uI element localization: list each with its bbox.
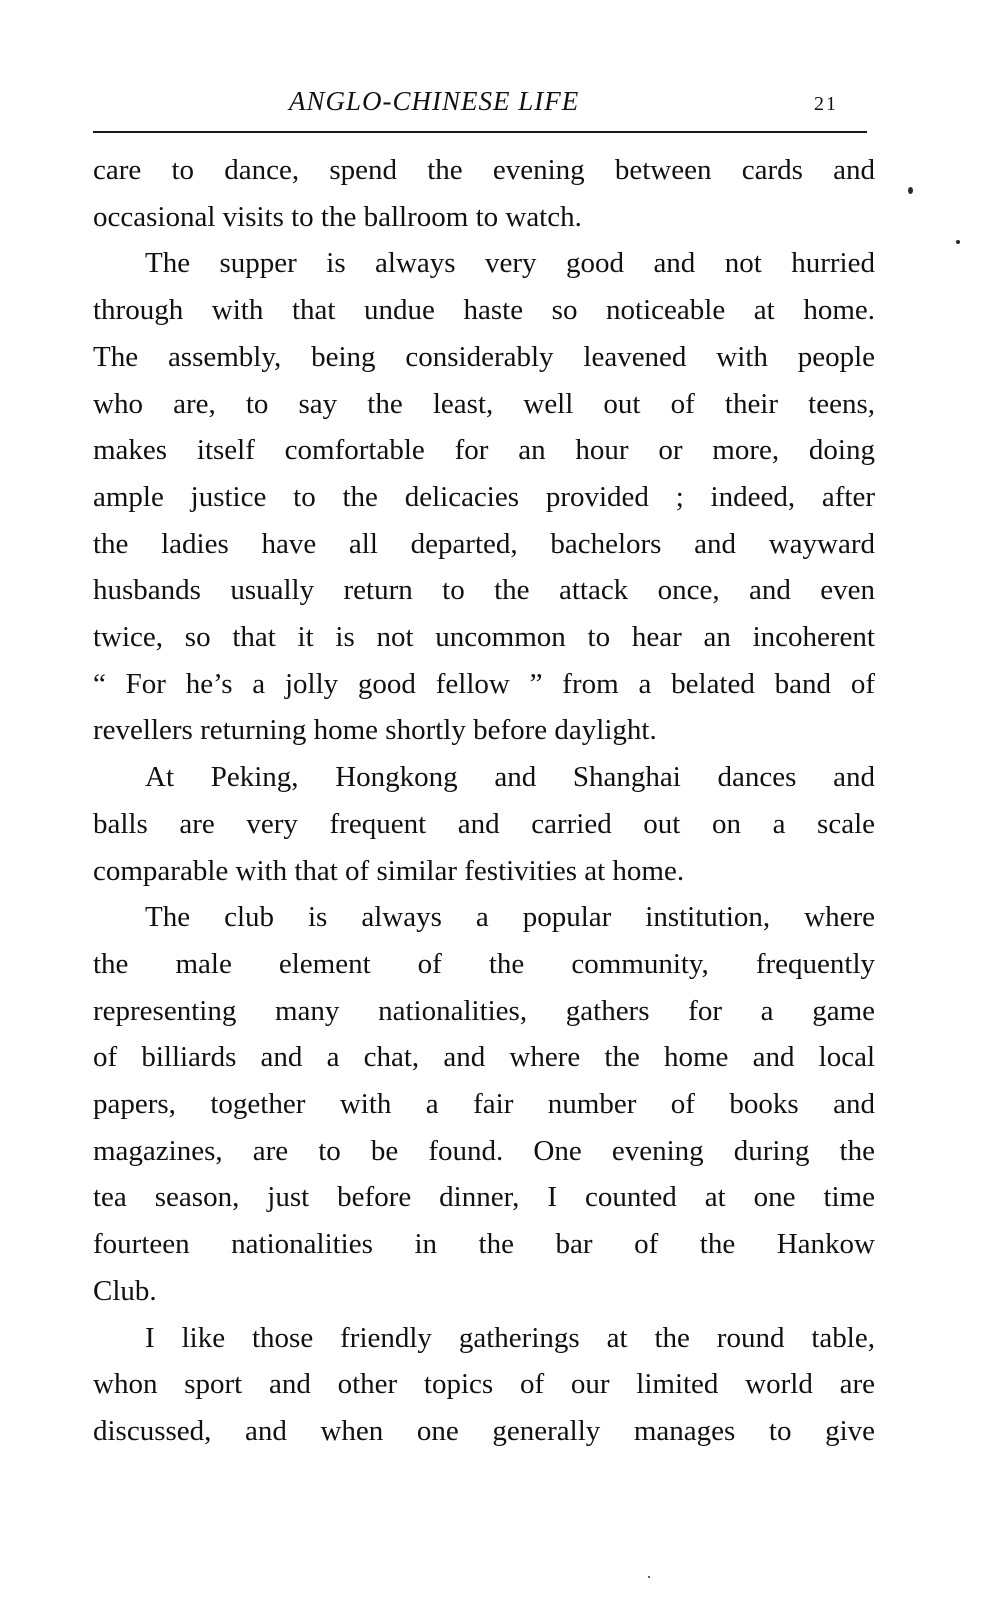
text-line: care to dance, spend the evening between cards and xyxy=(93,154,875,186)
text-line: comparable with that of similar festivities at home. xyxy=(93,854,685,887)
text-line: twice, so that it is not uncommon to hear an incoherent xyxy=(93,621,875,654)
text-line: who are, to say the least, well out of their teens, xyxy=(93,387,875,420)
ink-speck xyxy=(908,187,913,194)
text-line: representing many nationalities, gathers for a game xyxy=(93,994,875,1027)
text-line: makes itself comfortable for an hour or more, doing xyxy=(93,434,875,467)
text-line: The supper is always very good and not hurried xyxy=(145,247,875,280)
running-title: ANGLO-CHINESE LIFE xyxy=(289,86,580,116)
text-line: tea season, just before dinner, I counted at one time xyxy=(93,1181,875,1214)
text-line: whon sport and other topics of our limited world are xyxy=(93,1368,875,1401)
text-line: At Peking, Hongkong and Shanghai dances and xyxy=(145,761,875,794)
ink-speck xyxy=(956,240,960,244)
text-line: The assembly, being considerably leavened with people xyxy=(93,340,875,373)
text-line: papers, together with a fair number of books and xyxy=(93,1088,875,1121)
text-line: magazines, are to be found. One evening during the xyxy=(93,1134,875,1167)
ink-speck xyxy=(648,1576,650,1578)
text-line: occasional visits to the ballroom to watch. xyxy=(93,200,582,233)
text-line: revellers returning home shortly before daylight. xyxy=(93,714,657,747)
text-line: Club. xyxy=(93,1274,157,1307)
text-line: fourteen nationalities in the bar of the Hankow xyxy=(93,1228,875,1261)
text-line: of billiards and a chat, and where the home and local xyxy=(93,1041,875,1074)
running-head xyxy=(0,84,1000,124)
body-text xyxy=(93,147,875,1455)
text-line: I like those friendly gatherings at the round table, xyxy=(145,1321,875,1354)
text-line: husbands usually return to the attack once, and even xyxy=(93,574,875,607)
text-line: through with that undue haste so noticeable at home. xyxy=(93,294,875,327)
text-line: the male element of the community, frequently xyxy=(93,947,875,980)
page-number: 21 xyxy=(814,93,838,115)
text-line: the ladies have all departed, bachelors and wayward xyxy=(93,527,875,560)
header-rule xyxy=(93,131,867,133)
text-line: discussed, and when one generally manages to give xyxy=(93,1414,875,1447)
text-line: ample justice to the delicacies provided ; indeed, after xyxy=(93,480,875,513)
text-line: The club is always a popular institution, where xyxy=(145,901,875,934)
text-line: balls are very frequent and carried out on a scale xyxy=(93,807,875,840)
text-line: “ For he’s a jolly good fellow ” from a belated band of xyxy=(93,667,875,700)
